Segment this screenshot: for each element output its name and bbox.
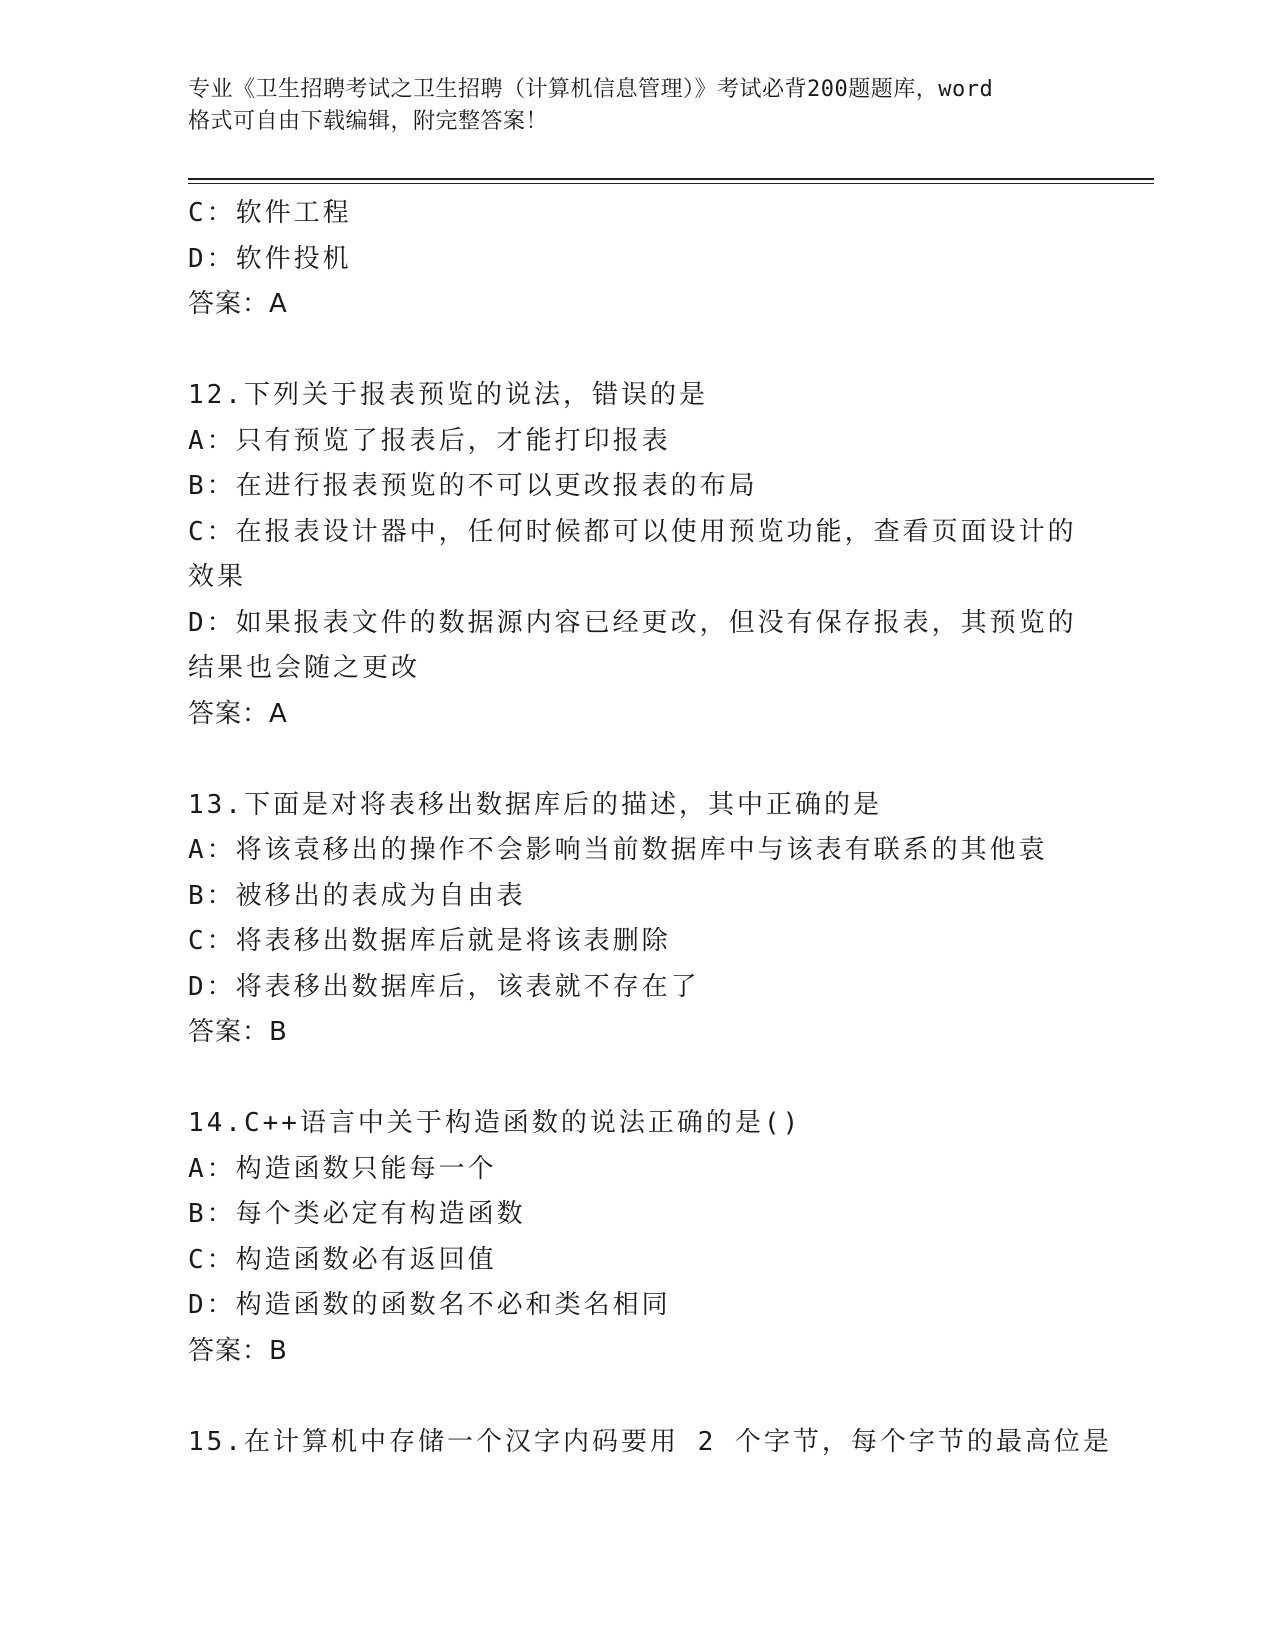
spacer [188, 328, 1088, 374]
header-line-1: 专业《卫生招聘考试之卫生招聘（计算机信息管理）》考试必背200题题库，word [188, 77, 994, 102]
option-c: C：软件工程 [188, 198, 352, 228]
question-list [188, 191, 1112, 1465]
option-d: D：软件投机 [188, 243, 352, 274]
option-d: D：将表移出数据库后，该表就不存在了 [188, 971, 700, 1002]
question-stem: 15.在计算机中存储一个汉字内码要用 2 个字节，每个字节的最高位是 [188, 1426, 1112, 1457]
option-c: C：将表移出数据库后就是将该表删除 [188, 926, 671, 956]
question-stem: 12.下列关于报表预览的说法，错误的是 [188, 380, 708, 410]
answer: 答案：A [188, 698, 288, 729]
question-previous [188, 191, 1088, 328]
spacer [188, 737, 1088, 783]
option-a: A：将该袁移出的操作不会影响当前数据库中与该表有联系的其他袁 [188, 835, 1048, 865]
question-12 [188, 373, 1088, 737]
header-line-2: 格式可自由下载编辑，附完整答案！ [188, 109, 549, 134]
question-stem: 13.下面是对将表移出数据库后的描述，其中正确的是 [188, 789, 882, 820]
option-d-continued: 结果也会随之更改 [188, 653, 421, 683]
option-c: C：在报表设计器中，任何时候都可以使用预览功能，查看页面设计的 [188, 516, 1077, 547]
spacer [188, 1374, 1088, 1420]
header-divider-thick [188, 178, 1154, 180]
spacer [188, 1056, 1088, 1102]
option-c: C：构造函数必有返回值 [188, 1244, 497, 1275]
question-14 [188, 1101, 1088, 1374]
question-stem: 14.C++语言中关于构造函数的说法正确的是() [188, 1108, 802, 1138]
option-d: D：构造函数的函数名不必和类名相同 [188, 1290, 671, 1320]
document-header [188, 74, 1088, 138]
option-b: B：被移出的表成为自由表 [188, 880, 526, 911]
question-15 [188, 1420, 1112, 1466]
option-b: B：每个类必定有构造函数 [188, 1199, 526, 1229]
answer: 答案：B [188, 1335, 288, 1366]
question-13 [188, 783, 1088, 1056]
answer: 答案：B [188, 1017, 288, 1047]
option-a: A：构造函数只能每一个 [188, 1153, 497, 1184]
option-d: D：如果报表文件的数据源内容已经更改，但没有保存报表，其预览的 [188, 607, 1077, 638]
option-b: B：在进行报表预览的不可以更改报表的布局 [188, 471, 758, 501]
option-c-continued: 效果 [188, 562, 247, 592]
header-divider-thin [188, 183, 1154, 184]
answer: 答案：A [188, 289, 288, 319]
option-a: A：只有预览了报表后，才能打印报表 [188, 425, 671, 456]
